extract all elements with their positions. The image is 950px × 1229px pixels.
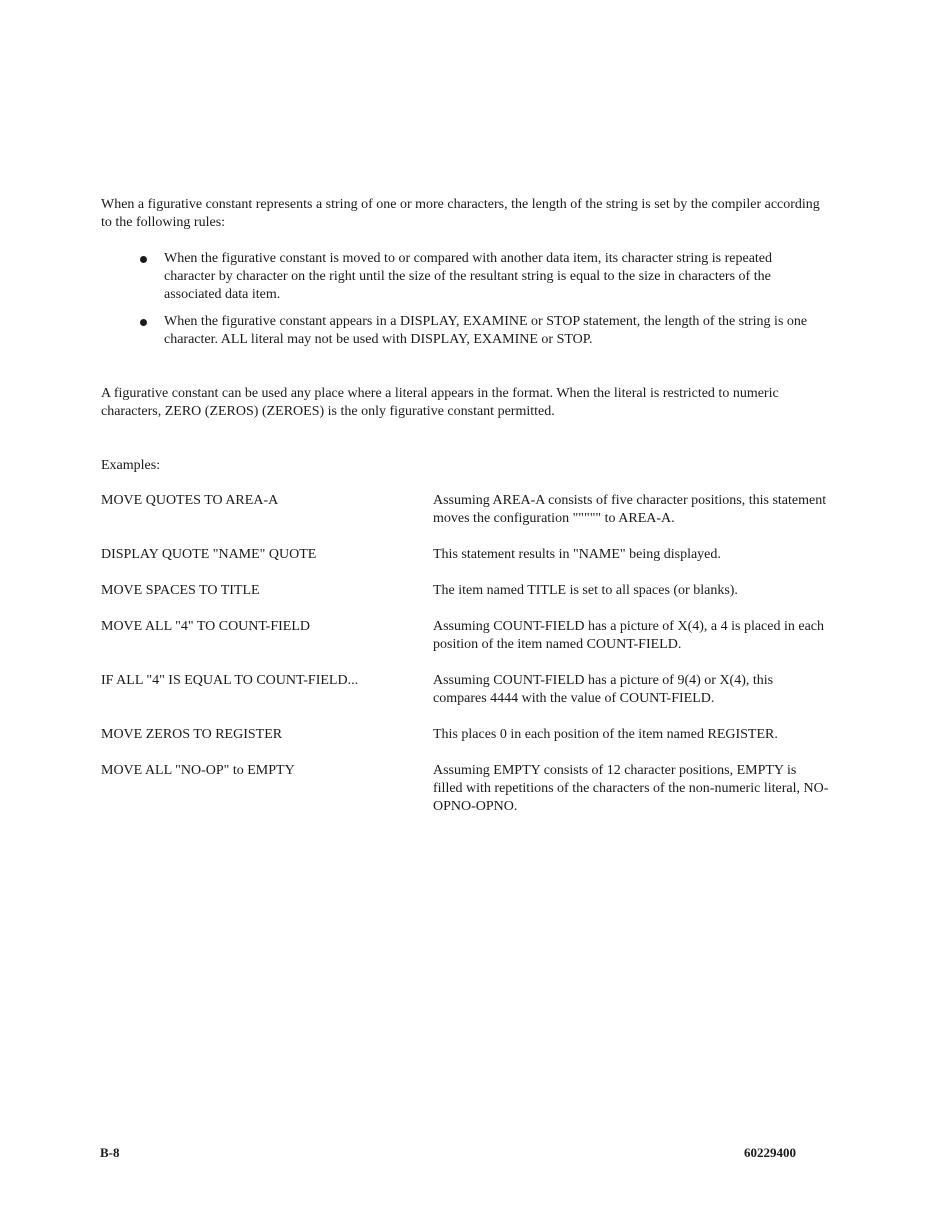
bullet-icon xyxy=(140,319,147,326)
example-row xyxy=(101,546,831,564)
document-number: 60229400 xyxy=(744,1145,796,1160)
example-row xyxy=(101,762,831,816)
example-description: Assuming COUNT-FIELD has a picture of 9(4) or X(4), this compares 4444 with the value of COUNT-FIELD. xyxy=(433,673,774,706)
example-code: MOVE ALL "4" TO COUNT-FIELD xyxy=(101,619,310,634)
bullet-icon xyxy=(140,256,147,263)
example-code: MOVE ALL "NO-OP" to EMPTY xyxy=(101,763,295,778)
rule-item xyxy=(140,250,810,304)
example-code: MOVE QUOTES TO AREA-A xyxy=(101,493,279,508)
example-row xyxy=(101,582,831,600)
examples-table xyxy=(101,492,831,834)
rule-text: When the figurative constant appears in a DISPLAY, EXAMINE or STOP statement, the length of the string is one character. ALL literal may not be used with DISPLAY, EXAMINE or STOP. xyxy=(164,314,808,347)
example-description: The item named TITLE is set to all spaces (or blanks). xyxy=(433,583,738,598)
example-row xyxy=(101,672,831,708)
page-number: B-8 xyxy=(100,1145,120,1160)
intro-paragraph: When a figurative constant represents a string of one or more characters, the length of the string is set by the compiler according to the following rules: xyxy=(101,197,820,230)
example-row xyxy=(101,726,831,744)
usage-paragraph: A figurative constant can be used any place where a literal appears in the format. When the literal is restricted to numeric characters, ZERO (ZEROS) (ZEROES) is the only figurative constant permitted. xyxy=(101,386,779,419)
rule-item xyxy=(140,313,810,349)
examples-heading: Examples: xyxy=(101,458,161,473)
example-code: MOVE SPACES TO TITLE xyxy=(101,583,260,598)
example-description: Assuming AREA-A consists of five character positions, this statement moves the configuration """"" to AREA-A. xyxy=(433,493,827,526)
example-row xyxy=(101,492,831,528)
example-code: IF ALL "4" IS EQUAL TO COUNT-FIELD... xyxy=(101,673,359,688)
example-description: Assuming EMPTY consists of 12 character positions, EMPTY is filled with repetitions of the characters of the non-numeric literal, NO-OPNO-OPNO. xyxy=(433,763,829,814)
rules-list xyxy=(140,250,810,358)
example-description: This places 0 in each position of the item named REGISTER. xyxy=(433,727,778,742)
example-row xyxy=(101,618,831,654)
example-description: Assuming COUNT-FIELD has a picture of X(4), a 4 is placed in each position of the item named COUNT-FIELD. xyxy=(433,619,825,652)
example-code: MOVE ZEROS TO REGISTER xyxy=(101,727,283,742)
rule-text: When the figurative constant is moved to or compared with another data item, its character string is repeated character by character on the right until the size of the resultant string is equal to the size in characters of the associated data item. xyxy=(164,251,773,302)
example-code: DISPLAY QUOTE "NAME" QUOTE xyxy=(101,547,317,562)
example-description: This statement results in "NAME" being displayed. xyxy=(433,547,721,562)
